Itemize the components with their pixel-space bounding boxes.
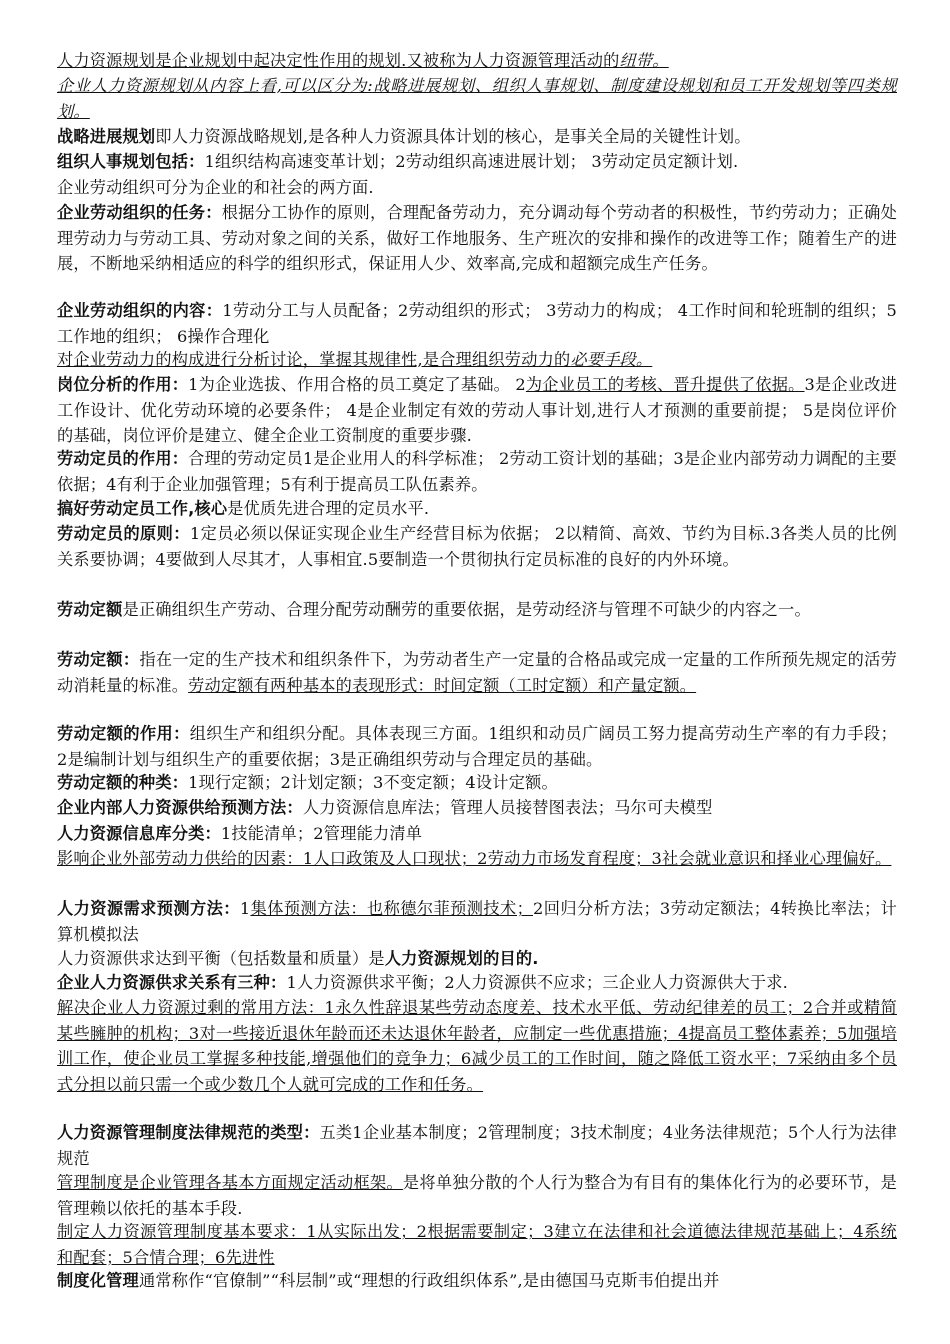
text-run: 劳动定额有两种基本的表现形式：时间定额（工时定额）和产量定额。 <box>188 675 697 695</box>
text-run: 组织生产和组织分配。具体表现三方面。1组织和动员广阔员工努力提高劳动生产率的有力手段；2是编制计划与组织生产的重要依据；3是正确组织劳动与合理定员的基础。 <box>57 724 897 769</box>
paragraph <box>57 496 897 522</box>
text-run: 必要手段。 <box>570 350 653 369</box>
paragraph <box>57 446 897 497</box>
paragraph <box>57 846 897 872</box>
text-run: 1为企业选拔、作用合格的员工奠定了基础。 2 <box>188 375 526 394</box>
bold-term: 组织人事规划包括： <box>57 152 205 171</box>
paragraph <box>57 124 897 150</box>
paragraph <box>57 970 897 996</box>
bold-term: 劳动定额 <box>57 600 123 619</box>
text-run: 即人力资源战略规划,是各种人力资源具体计划的核心，是事关全局的关键性计划。 <box>155 127 751 146</box>
bold-term: 人力资源规划的目的. <box>384 949 539 968</box>
text-run: 1定员必须以保证实现企业生产经营目标为依据； 2以精简、高效、节约为目标.3各类人员的比例关系要协调；4要做到人尽其才，人事相宜.5要制造一个贯彻执行定员标准的良好的内外环境。 <box>57 524 898 569</box>
bold-term: 制度化管理 <box>57 1271 139 1290</box>
bold-term: 企业劳动组织的内容： <box>57 301 223 320</box>
text-run: 人力资源规划是企业规划中起决定性作用的规划. <box>57 51 407 70</box>
bold-term: 企业人力资源供求关系有三种： <box>57 973 287 992</box>
paragraph <box>57 821 897 847</box>
paragraph <box>57 647 897 698</box>
paragraph <box>57 1120 897 1171</box>
text-run: 企业人力资源规划从内容上看,可以区分为:战略进展规划、组织人事规划、制度建设规划和员工开发规划等四类规划。 <box>57 76 897 121</box>
paragraph <box>57 946 897 972</box>
text-run: 通常称作“官僚制”“科层制”或“理想的行政组织体系”,是由德国马克斯韦伯提出并 <box>138 1271 720 1290</box>
paragraph <box>57 770 897 796</box>
paragraph <box>57 372 897 449</box>
text-run: 纽带。 <box>619 51 669 70</box>
text-run: 是正确组织生产劳动、合理分配劳动酬劳的重要依据，是劳动经济与管理不可缺少的内容之一。 <box>122 600 811 619</box>
text-run: 制定人力资源管理制度基本要求：1从实际出发；2根据需要制定；3建立在法律和社会道德法律规范基础上；4系统和配套；5合情合理；6先进性 <box>57 1222 897 1267</box>
bold-term: 搞好劳动定员工作,核心 <box>57 499 228 518</box>
bold-term: 战略进展规划 <box>57 127 156 146</box>
bold-term: 企业劳动组织的任务： <box>57 203 222 222</box>
text-run: 合理的劳动定员1是企业用人的科学标准； 2劳动工资计划的基础；3是企业内部劳动力调配的主要依据；4有利于企业加强管理；5有利于提高员工队伍素养。 <box>57 449 897 494</box>
text-run: 1 <box>239 899 251 918</box>
text-run: 为企业员工的考核、晋升提供了依据。 <box>525 375 805 394</box>
text-run: 指在一定的生产技术和组织条件下，为劳动者生产一定量的合格品或完成一定量的工作所预先规定的活劳动消耗量的标准。 <box>57 650 898 695</box>
bold-term: 劳动定额： <box>57 650 140 669</box>
text-run: 根据分工协作的原则，合理配备劳动力，充分调动每个劳动者的积极性，节约劳动力；正确处理劳动力与劳动工具、劳动对象之间的关系，做好工作地服务、生产班次的安排和操作的改进等工作；随着生产的进展，不断地采纳相适应的科学的组织形式，保证用人少、效率高,完成和超额完成生产任务。 <box>57 203 898 273</box>
text-run: 1现行定额；2计划定额；3不变定额；4设计定额。 <box>188 773 558 792</box>
text-run: 影响企业外部劳动力供给的因素：1人口政策及人口现状；2劳动力市场发育程度；3社会就业意识和择业心理偏好。 <box>57 849 892 868</box>
paragraph <box>57 298 897 349</box>
text-run: 对企业劳动力的构成进行分析讨论，掌握其规律性,是合理组织劳动力的 <box>57 350 571 369</box>
text-run: 企业劳动组织可分为企业的和社会的两方面. <box>57 178 374 197</box>
paragraph <box>57 149 897 175</box>
bold-term: 人力资源管理制度法律规范的类型： <box>57 1123 320 1142</box>
text-run: 2回归分析方法；3劳动定额法；4转换比率法；计算机模拟法 <box>57 899 897 944</box>
paragraph <box>57 995 897 1097</box>
paragraph <box>57 1268 897 1294</box>
paragraph <box>57 48 897 74</box>
text-run: 1劳动分工与人员配备；2劳动组织的形式； 3劳动力的构成； 4工作时间和轮班制的组织；5工作地的组织； 6操作合理化 <box>57 301 898 346</box>
text-run: 人力资源供求达到平衡（包括数量和质量）是 <box>57 949 385 968</box>
paragraph <box>57 896 897 947</box>
text-run: 1人力资源供求平衡；2人力资源供不应求；三企业人力资源供大于求. <box>286 973 789 992</box>
paragraph <box>57 347 897 373</box>
bold-term: 劳动定员的作用： <box>57 449 189 468</box>
bold-term: 企业内部人力资源供给预测方法： <box>57 798 303 817</box>
text-run: 集体预测方法：也称德尔菲预测技术； <box>250 899 533 918</box>
text-run: 1技能清单；2管理能力清单 <box>220 824 423 843</box>
bold-term: 劳动定员的原则： <box>57 524 190 543</box>
paragraph <box>57 795 897 821</box>
text-run: 管理制度是企业管理各基本方面规定活动框架。 <box>57 1173 403 1192</box>
text-run: 人力资源信息库法；管理人员接替图表法；马尔可夫模型 <box>302 798 713 817</box>
bold-term: 人力资源需求预测方法： <box>57 899 240 918</box>
bold-term: 劳动定额的种类： <box>57 773 189 792</box>
paragraph <box>57 1170 897 1221</box>
paragraph <box>57 73 897 124</box>
text-run: 1组织结构高速变革计划；2劳动组织高速进展计划； 3劳动定员定额计划. <box>204 152 739 171</box>
text-run: 五类1企业基本制度；2管理制度；3技术制度；4业务法律规范；5个人行为法律规范 <box>57 1123 897 1168</box>
paragraph <box>57 200 897 277</box>
paragraph <box>57 521 897 572</box>
paragraph <box>57 597 897 623</box>
text-run: 解决企业人力资源过剩的常用方法：1永久性辞退某些劳动态度差、技术水平低、劳动纪律差的员工；2合并或精简某些臃肿的机构；3对一些接近退休年龄而还未达退休年龄者，应制定一些优惠措施；4提高员工整体素养；5加强培训工作，使企业员工掌握多种技能,增强他们的竞争力；6减少员工的工作时间，随之降低工资水平；7采纳由多个员式分担以前只需一个或少数几个人就可完成的工作和任务。 <box>57 998 897 1094</box>
text-run: 是优质先进合理的定员水平. <box>227 499 430 518</box>
paragraph <box>57 175 897 201</box>
text-run: 又被称为人力资源管理活动的 <box>406 51 620 70</box>
bold-term: 岗位分析的作用： <box>57 375 189 394</box>
text-run: 是将单独分散的个人行为整合为有目有的集体化行为的必要环节，是管理赖以依托的基本手段. <box>57 1173 898 1218</box>
bold-term: 劳动定额的作用： <box>57 724 190 743</box>
bold-term: 人力资源信息库分类： <box>57 824 221 843</box>
text-run: 3是企业改进工作设计、优化劳动环境的必要条件； 4是企业制定有效的劳动人事计划,进行人才预测的重要前提； 5是岗位评价的基础，岗位评价是建立、健全企业工资制度的重要步骤. <box>57 375 897 445</box>
paragraph <box>57 721 897 772</box>
paragraph <box>57 1219 897 1270</box>
